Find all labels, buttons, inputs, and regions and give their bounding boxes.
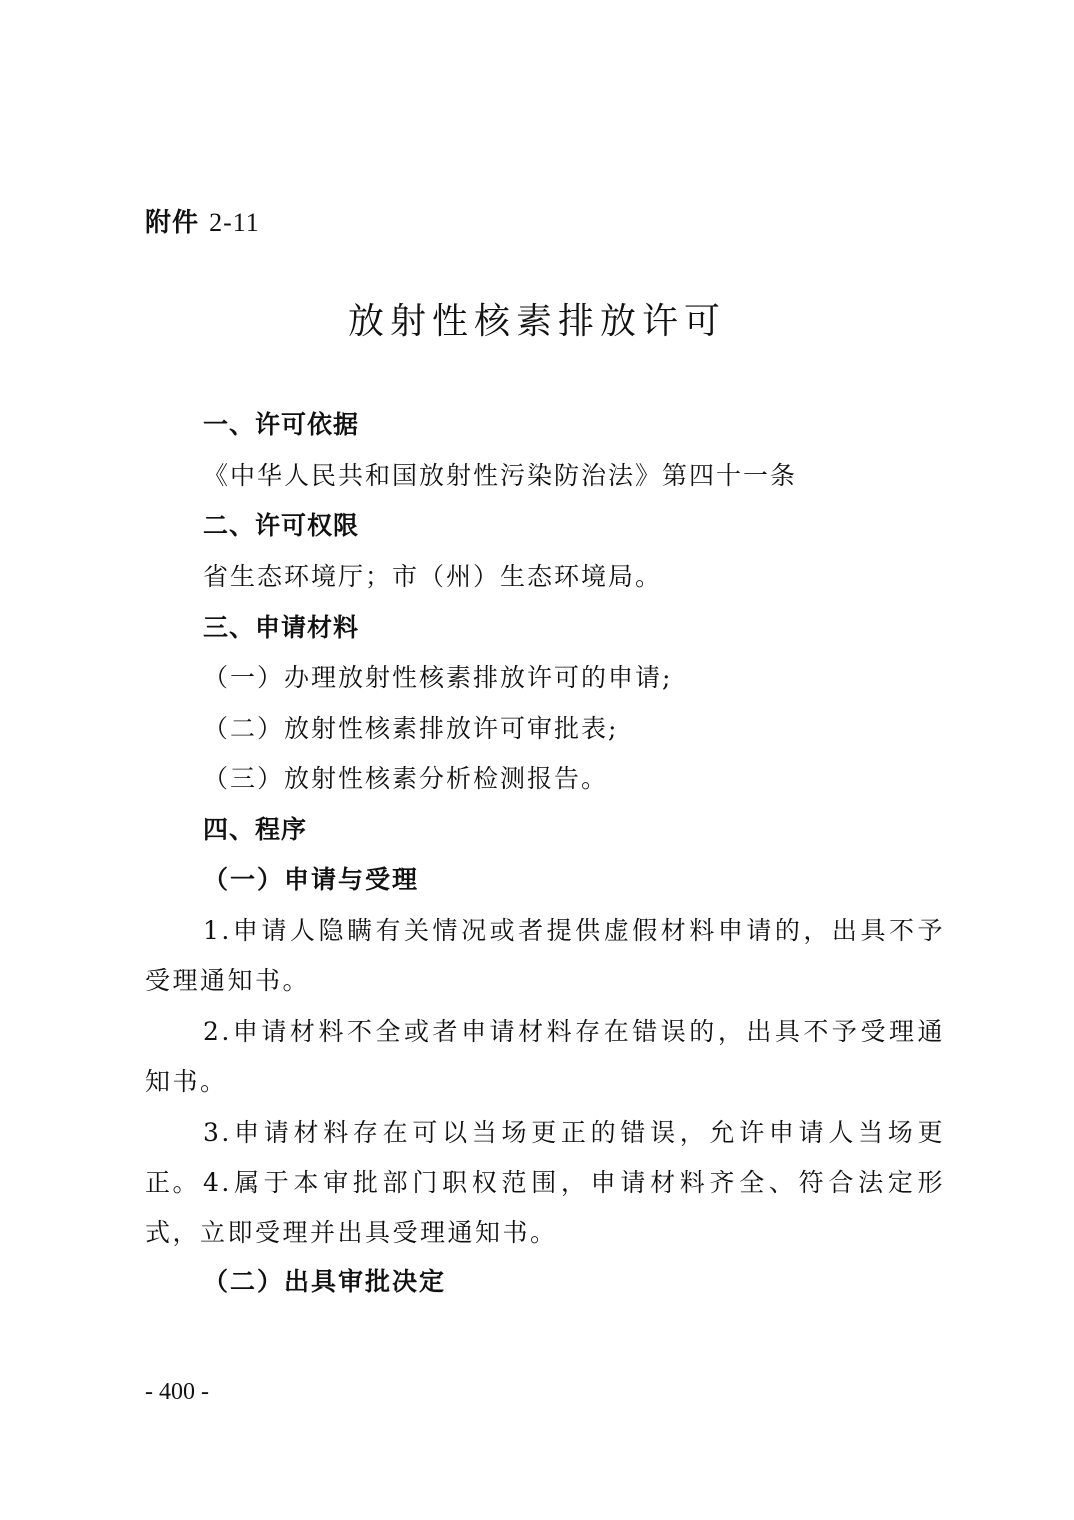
section-materials-heading: 三、申请材料 [203,613,360,642]
procedure-subheading-application: （一）申请与受理 [203,865,420,894]
materials-item: （三）放射性核素分析检测报告。 [203,764,609,793]
section-basis-text: 《中华人民共和国放射性污染防治法》第四十一条 [203,461,798,490]
document-title: 放射性核素排放许可 [347,301,726,342]
section-authority-text: 省生态环境厅；市（州）生态环境局。 [203,562,663,591]
procedure-paragraph: 2.申请材料不全或者申请材料存在错误的，出具不予受理通知书。 [145,1017,945,1096]
procedure-subheading-decision: （二）出具审批决定 [203,1267,447,1296]
section-authority-heading: 二、许可权限 [203,511,360,540]
attachment-number: 2-11 [209,208,260,237]
section-basis-heading: 一、许可依据 [203,410,360,439]
attachment-label [145,203,260,243]
materials-item: （二）放射性核素排放许可审批表; [203,714,619,743]
procedure-paragraph: 4.属于本审批部门职权范围，申请材料齐全、符合法定形式，立即受理并出具受理通知书。 [145,1168,945,1247]
section-procedure-heading: 四、程序 [203,815,308,844]
attachment-prefix: 附件 [145,208,200,238]
procedure-paragraph: 1.申请人隐瞒有关情况或者提供虚假材料申请的，出具不予受理通知书。 [145,916,945,995]
procedure-paragraph: 3.申请材料存在可以当场更正的错误，允许申请人当场更正。 [145,1118,945,1197]
materials-item: （一）办理放射性核素排放许可的申请; [203,663,673,692]
page-number: - 400 - [145,1379,209,1405]
